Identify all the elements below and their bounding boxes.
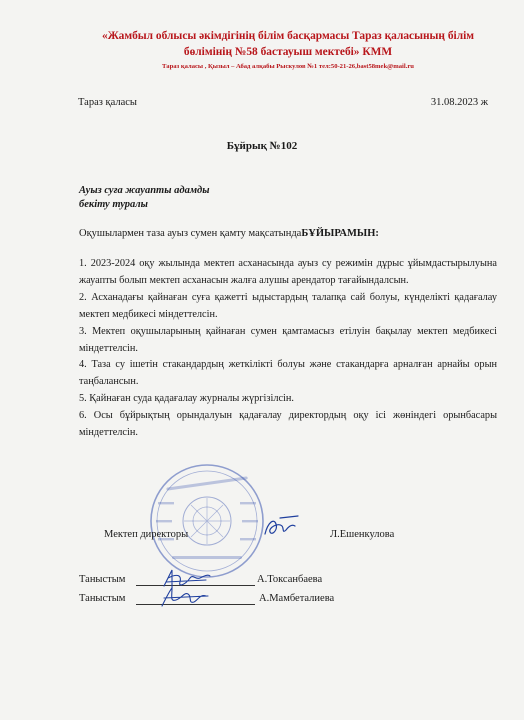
organization-header: «Жамбыл облысы әкімдігінің білім басқармасы Тараз қаласының білім бөлімінің №58 бастауыш мектебі» КММ <box>101 30 475 58</box>
order-item: 2. Асханадағы қайнаған суға қажетті ыдыстардың талапқа сай болуы, күнделікті қадағалау мектеп медбикесі міндеттелсін. <box>79 291 497 320</box>
order-item: 5. Қайнаған суда қадағалау журналы жүргізілсін. <box>79 393 294 405</box>
acknowledgement-label: Таныстым <box>79 593 126 604</box>
subject-line-2: бекіту туралы <box>79 199 148 210</box>
order-title: Бұйрық №102 <box>226 140 298 152</box>
acknowledgement-name: А.Мамбеталиева <box>259 593 335 604</box>
organization-address: Тараз қаласы , Қызыл – Абад алқабы Рыскулов №1 тел:50-21-26,bast58mek@mail.ru <box>162 63 414 70</box>
order-intro <box>79 228 379 239</box>
order-item: 4. Таза су ішетін стакандардың жеткілікті болуы және стакандарға арналған арнайы орын таңбалансын. <box>79 359 497 388</box>
document-date: 31.08.2023 ж <box>430 97 488 108</box>
signature-role: Мектеп директоры <box>104 529 189 540</box>
place-of-issue: Тараз қаласы <box>78 97 137 108</box>
order-item: 1. 2023-2024 оқу жылында мектеп асханасында ауыз су режимін дұрыс ұйымдастырылуына жауапты болып мектеп асханасын жалға алушы арендатор тағайындалсын. <box>79 258 497 286</box>
order-items <box>79 256 497 442</box>
intro-text: Оқушылармен таза ауыз сумен қамту мақсатында <box>79 228 302 239</box>
intro-emphasis: БҰЙЫРАМЫН: <box>301 228 379 239</box>
order-item: 3. Мектеп оқушыларының қайнаған сумен қамтамасыз етілуін бақылау мектеп медбикесі міндеттелсін. <box>79 325 497 354</box>
acknowledgement-label: Таныстым <box>79 574 126 585</box>
order-item: 6. Осы бұйрықтың орындалуын қадағалау директордың оқу ісі жөніндегі орынбасары міндеттелсін. <box>79 410 497 439</box>
signatory-name: Л.Ешенкулова <box>330 529 395 540</box>
order-subject <box>79 184 210 212</box>
official-stamp-icon <box>148 462 266 580</box>
acknowledgement-signature-icon <box>158 584 214 610</box>
subject-line-1: Ауыз суға жауапты адамды <box>79 185 210 196</box>
acknowledgement-name: А.Токсанбаева <box>257 574 323 585</box>
director-signature-icon <box>262 512 304 542</box>
